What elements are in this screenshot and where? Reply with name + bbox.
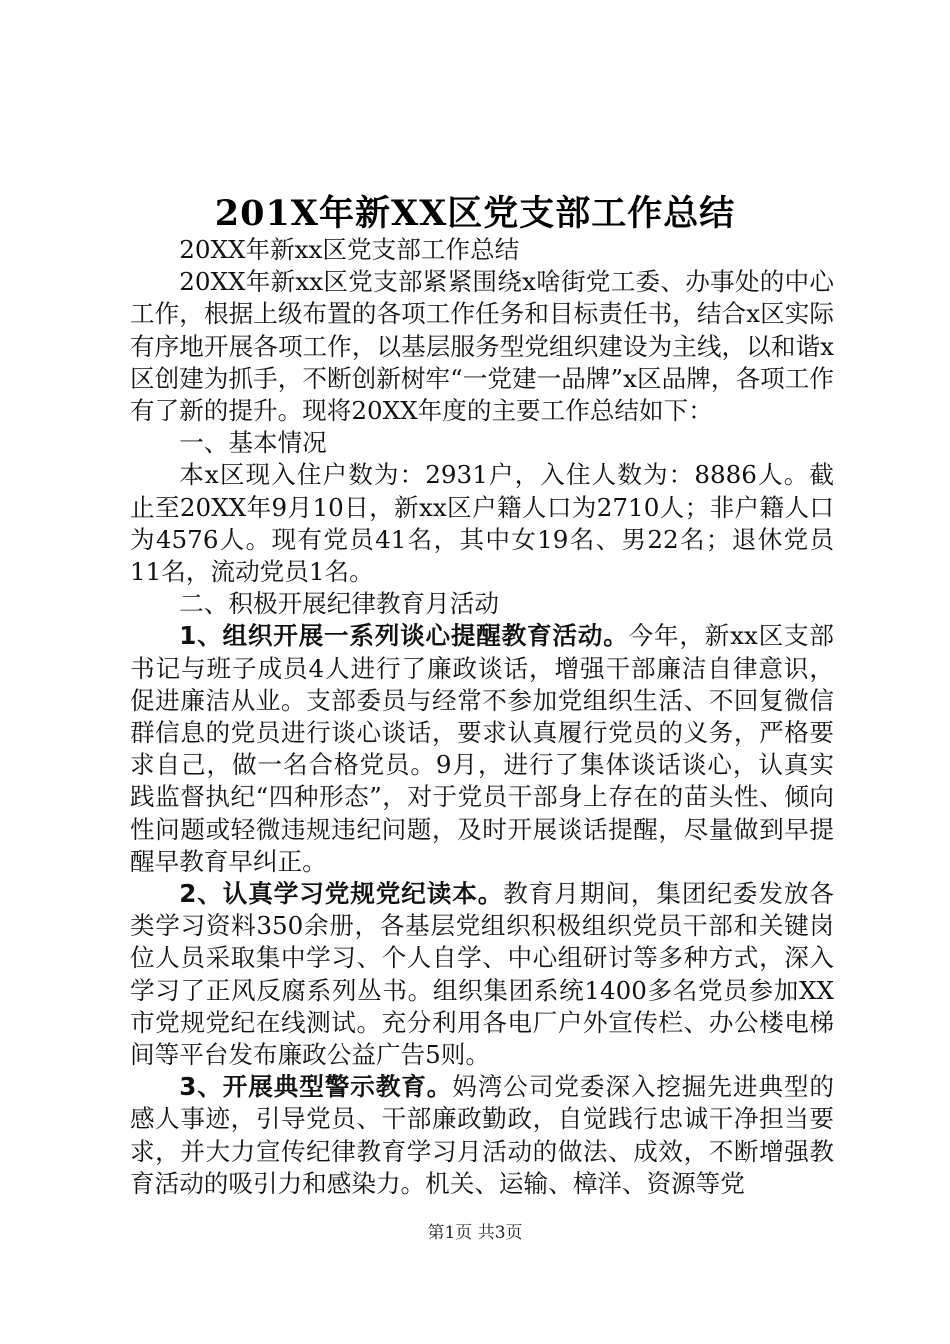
section2-heading: 二、积极开展纪律教育月活动 bbox=[179, 589, 499, 619]
page-footer: 第1页 共3页 bbox=[427, 1223, 523, 1243]
item-paragraph-2 bbox=[130, 878, 834, 1071]
item-lead: 1、组织开展一系列谈心提醒教育活动。 bbox=[179, 621, 629, 651]
item-paragraph-1 bbox=[130, 620, 834, 878]
item-lead: 2、认真学习党规党纪读本。 bbox=[179, 879, 504, 909]
item-text: 教育月期间，集团纪委发放各类学习资料350余册，各基层党组织积极组织党员干部和关键岗位人员采取集中学习、个人自学、中心组研讨等多种方式，深入学习了正风反腐系列丛书。组织集团系统1400多名党员参加XX市党规党纪在线测试。充分利用各电厂户外宣传栏、办公楼电梯间等平台发布廉政公益广告5则。 bbox=[130, 879, 834, 1070]
item-paragraph-3 bbox=[130, 1071, 834, 1200]
section1-paragraph: 本x区现入住户数为：2931户，入住人数为：8886人。截止至20XX年9月10日，新xx区户籍人口为2710人；非户籍人口为4576人。现有党员41名，其中女19名、男22名；退休党员11名，流动党员1名。 bbox=[130, 460, 834, 587]
section1-heading: 一、基本情况 bbox=[179, 428, 327, 458]
item-lead: 3、开展典型警示教育。 bbox=[179, 1072, 453, 1102]
item-text: 今年，新xx区支部书记与班子成员4人进行了廉政谈话，增强干部廉洁自律意识，促进廉洁从业。支部委员与经常不参加党组织生活、不回复微信群信息的党员进行谈心谈话，要求认真履行党员的义务，严格要求自己，做一名合格党员。9月，进行了集体谈话谈心，认真实践监督执纪“四种形态”，对于党员干部身上存在的苗头性、倾向性问题或轻微违规违纪问题，及时开展谈话提醒，尽量做到早提醒早教育早纠正。 bbox=[130, 621, 834, 876]
document-body bbox=[130, 234, 834, 1200]
intro-paragraph: 20XX年新xx区党支部紧紧围绕x啥街党工委、办事处的中心工作，根据上级布置的各项工作任务和目标责任书，结合x区实际有序地开展各项工作，以基层服务型党组织建设为主线，以和谐x区创建为抓手，不断创新树牢“一党建一品牌”x区品牌，各项工作有了新的提升。现将20XX年度的主要工作总结如下： bbox=[130, 267, 834, 426]
document-title: 201X年新XX区党支部工作总结 bbox=[214, 193, 736, 234]
document-subtitle: 20XX年新xx区党支部工作总结 bbox=[179, 235, 520, 264]
item-text: 妈湾公司党委深入挖掘先进典型的感人事迹，引导党员、干部廉政勤政，自觉践行忠诚干净担当要求，并大力宣传纪律教育学习月活动的做法、成效，不断增强教育活动的吸引力和感染力。机关、运输、樟洋、资源等党 bbox=[130, 1072, 834, 1198]
